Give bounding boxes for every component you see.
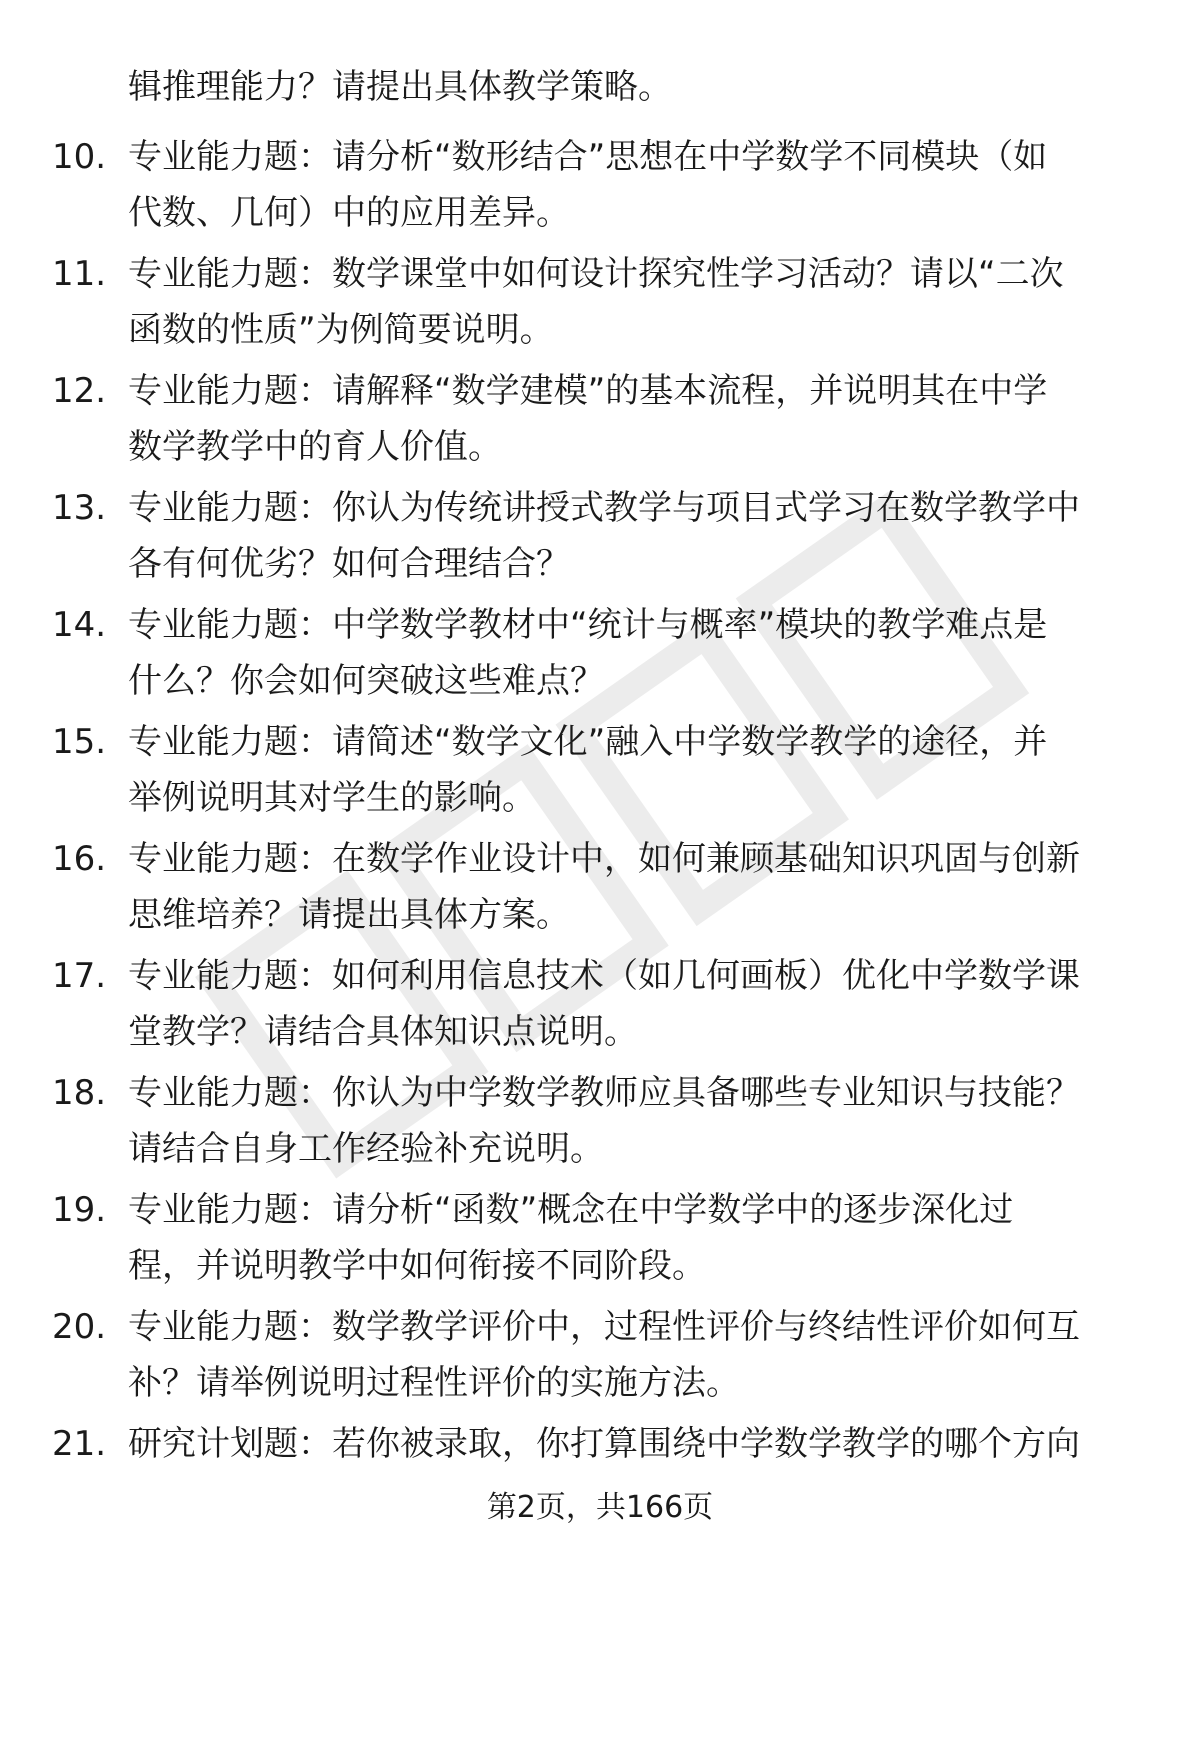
item-text-line: 代数、几何）中的应用差异。 bbox=[128, 193, 570, 233]
list-item bbox=[0, 1068, 1200, 1178]
item-text-line: 专业能力题：请简述“数学文化”融入中学数学教学的途径，并 bbox=[128, 722, 1048, 762]
item-number: 18. bbox=[52, 1073, 107, 1113]
list-item bbox=[0, 1419, 1200, 1475]
item-number: 14. bbox=[52, 605, 107, 645]
item-text-line: 专业能力题：请分析“函数”概念在中学数学中的逐步深化过 bbox=[128, 1190, 1014, 1230]
list-item bbox=[0, 483, 1200, 593]
page-footer: 第2页，共166页 bbox=[486, 1490, 714, 1525]
item-text-line: 专业能力题：你认为中学数学教师应具备哪些专业知识与技能？ bbox=[128, 1073, 1080, 1113]
list-item bbox=[0, 1302, 1200, 1412]
item-text-line: 补？请举例说明过程性评价的实施方法。 bbox=[128, 1363, 740, 1403]
list-item bbox=[0, 951, 1200, 1061]
item-text-line: 专业能力题：数学课堂中如何设计探究性学习活动？请以“二次 bbox=[128, 254, 1064, 294]
list-item bbox=[0, 1185, 1200, 1295]
item-text-line: 专业能力题：如何利用信息技术（如几何画板）优化中学数学课 bbox=[128, 956, 1080, 996]
item-number: 16. bbox=[52, 839, 107, 879]
item-text-line: 数学教学中的育人价值。 bbox=[128, 427, 502, 467]
item-text-line: 堂教学？请结合具体知识点说明。 bbox=[128, 1012, 638, 1052]
list-item bbox=[0, 249, 1200, 359]
item-text-line: 请结合自身工作经验补充说明。 bbox=[128, 1129, 604, 1169]
item-number: 12. bbox=[52, 371, 107, 411]
list-item bbox=[0, 717, 1200, 827]
item-text-line: 专业能力题：在数学作业设计中，如何兼顾基础知识巩固与创新 bbox=[128, 839, 1080, 879]
item-text-line: 研究计划题：若你被录取，你打算围绕中学数学教学的哪个方向 bbox=[128, 1424, 1080, 1464]
item-text-line: 思维培养？请提出具体方案。 bbox=[128, 895, 570, 935]
item-number: 13. bbox=[52, 488, 107, 528]
item-text-line: 专业能力题：请解释“数学建模”的基本流程，并说明其在中学 bbox=[128, 371, 1048, 411]
item-number: 19. bbox=[52, 1190, 107, 1230]
item-number: 11. bbox=[52, 254, 107, 294]
item-number: 17. bbox=[52, 956, 107, 996]
list-item bbox=[0, 834, 1200, 944]
list-item bbox=[0, 366, 1200, 476]
item-text-line: 专业能力题：数学教学评价中，过程性评价与终结性评价如何互 bbox=[128, 1307, 1080, 1347]
item-text-line: 函数的性质”为例简要说明。 bbox=[128, 310, 554, 350]
list-item bbox=[0, 132, 1200, 242]
item-number: 21. bbox=[52, 1424, 107, 1464]
item-text-line: 各有何优劣？如何合理结合？ bbox=[128, 544, 570, 584]
item-text-line: 专业能力题：中学数学教材中“统计与概率”模块的教学难点是 bbox=[128, 605, 1048, 645]
item-text-line: 程，并说明教学中如何衔接不同阶段。 bbox=[128, 1246, 706, 1286]
item-number: 20. bbox=[52, 1307, 107, 1347]
item-text-line: 什么？你会如何突破这些难点？ bbox=[128, 661, 604, 701]
list-item bbox=[0, 600, 1200, 710]
item-text-line: 举例说明其对学生的影响。 bbox=[128, 778, 536, 818]
item-number: 10. bbox=[52, 137, 107, 177]
continuation-text: 辑推理能力？请提出具体教学策略。 bbox=[128, 67, 672, 107]
item-number: 15. bbox=[52, 722, 107, 762]
item-text-line: 专业能力题：请分析“数形结合”思想在中学数学不同模块（如 bbox=[128, 137, 1048, 177]
item-text-line: 专业能力题：你认为传统讲授式教学与项目式学习在数学教学中 bbox=[128, 488, 1080, 528]
